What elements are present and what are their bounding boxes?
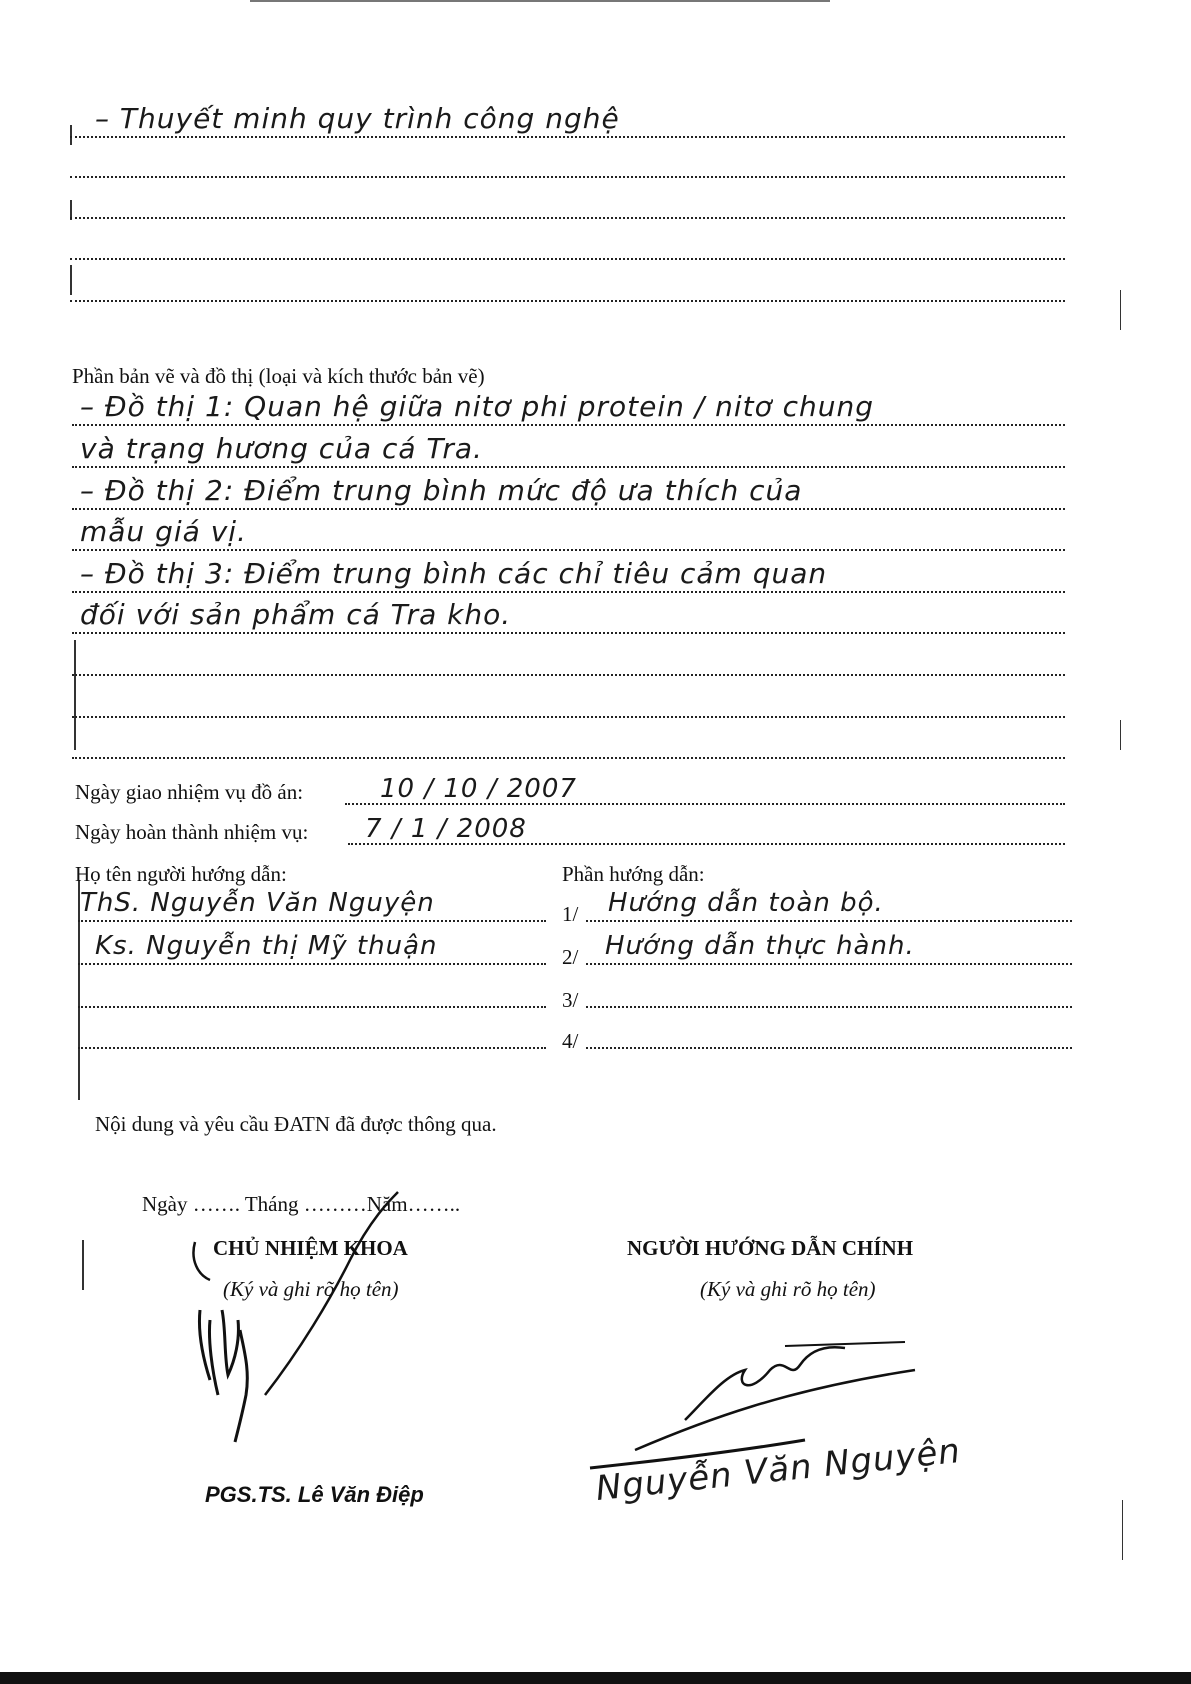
margin-mark [1120, 290, 1121, 330]
advisor-name: Ks. Nguyễn thị Mỹ thuận [95, 931, 438, 961]
dotted-line [72, 508, 1065, 510]
dotted-line [72, 716, 1065, 718]
left-signer-prefix [205, 1482, 424, 1508]
complete-date-value: 7 / 1 / 2008 [365, 814, 527, 844]
margin-mark [1122, 1500, 1123, 1560]
dotted-line [586, 1006, 1072, 1008]
drawings-heading: Phần bản vẽ và đồ thị (loại và kích thước bản vẽ) [72, 364, 485, 388]
handwritten-line: và trạng hương của cá Tra. [80, 432, 483, 465]
dotted-line [70, 217, 1065, 219]
dotted-line [70, 176, 1065, 178]
assign-date-label: Ngày giao nhiệm vụ đồ án: [75, 780, 304, 804]
scan-edge-top [250, 0, 830, 2]
dotted-line [78, 1047, 546, 1049]
guidance-label: Phần hướng dẫn: [562, 862, 705, 886]
right-signature-title: NGƯỜI HƯỚNG DẪN CHÍNH [627, 1236, 914, 1260]
margin-mark [82, 1240, 84, 1290]
dotted-line [78, 963, 546, 965]
left-signature-subtitle: (Ký và ghi rõ họ tên) [223, 1277, 399, 1301]
left-signature-title: CHỦ NHIỆM KHOA [213, 1236, 408, 1260]
handwritten-line: mẫu giá vị. [80, 515, 247, 548]
dotted-line [70, 136, 1065, 138]
guidance-item: Hướng dẫn thực hành. [605, 931, 915, 961]
complete-date-label: Ngày hoàn thành nhiệm vụ: [75, 820, 309, 844]
handwritten-line: – Đồ thị 3: Điểm trung bình các chỉ tiêu cảm quan [80, 557, 828, 590]
left-signer-name: PGS.TS. Lê Văn Điệp [205, 1482, 424, 1507]
dotted-line [70, 300, 1065, 302]
assign-date-value: 10 / 10 / 2007 [380, 774, 577, 804]
dotted-line [586, 963, 1072, 965]
dotted-line [586, 920, 1072, 922]
left-signature [180, 1180, 440, 1450]
margin-mark [70, 125, 72, 145]
guidance-number: 2/ [562, 945, 579, 969]
approval-text: Nội dung và yêu cầu ĐATN đã được thông qua. [95, 1112, 497, 1136]
dotted-line [72, 632, 1065, 634]
advisor-name: ThS. Nguyễn Văn Nguyện [80, 888, 435, 918]
advisors-label: Họ tên người hướng dẫn: [75, 862, 287, 886]
dotted-line [72, 424, 1065, 426]
dotted-line [78, 1006, 546, 1008]
handwritten-line: – Đồ thị 2: Điểm trung bình mức độ ưa thích của [80, 474, 803, 507]
handwritten-line: – Đồ thị 1: Quan hệ giữa nitơ phi protein / nitơ chung [80, 390, 875, 423]
dotted-line [78, 920, 546, 922]
margin-mark [74, 640, 76, 750]
dotted-line [72, 757, 1065, 759]
scan-edge-bottom [0, 1672, 1191, 1684]
dotted-line [72, 466, 1065, 468]
guidance-item: Hướng dẫn toàn bộ. [608, 888, 884, 918]
dotted-line [70, 258, 1065, 260]
date-line: Ngày ……. Tháng ………Năm…….. [142, 1192, 461, 1216]
dotted-line [72, 549, 1065, 551]
handwritten-line: đối với sản phẩm cá Tra kho. [80, 598, 512, 631]
dotted-line [586, 1047, 1072, 1049]
margin-mark [1120, 720, 1121, 750]
handwritten-note: – Thuyết minh quy trình công nghệ [95, 102, 620, 135]
dotted-line [72, 591, 1065, 593]
guidance-number: 1/ [562, 902, 579, 926]
dotted-line [72, 674, 1065, 676]
right-signer-name: Nguyễn Văn Nguyện [593, 1430, 963, 1510]
right-signature-subtitle: (Ký và ghi rõ họ tên) [700, 1277, 876, 1301]
margin-mark [70, 265, 72, 295]
guidance-number: 4/ [562, 1029, 579, 1053]
guidance-number: 3/ [562, 988, 579, 1012]
